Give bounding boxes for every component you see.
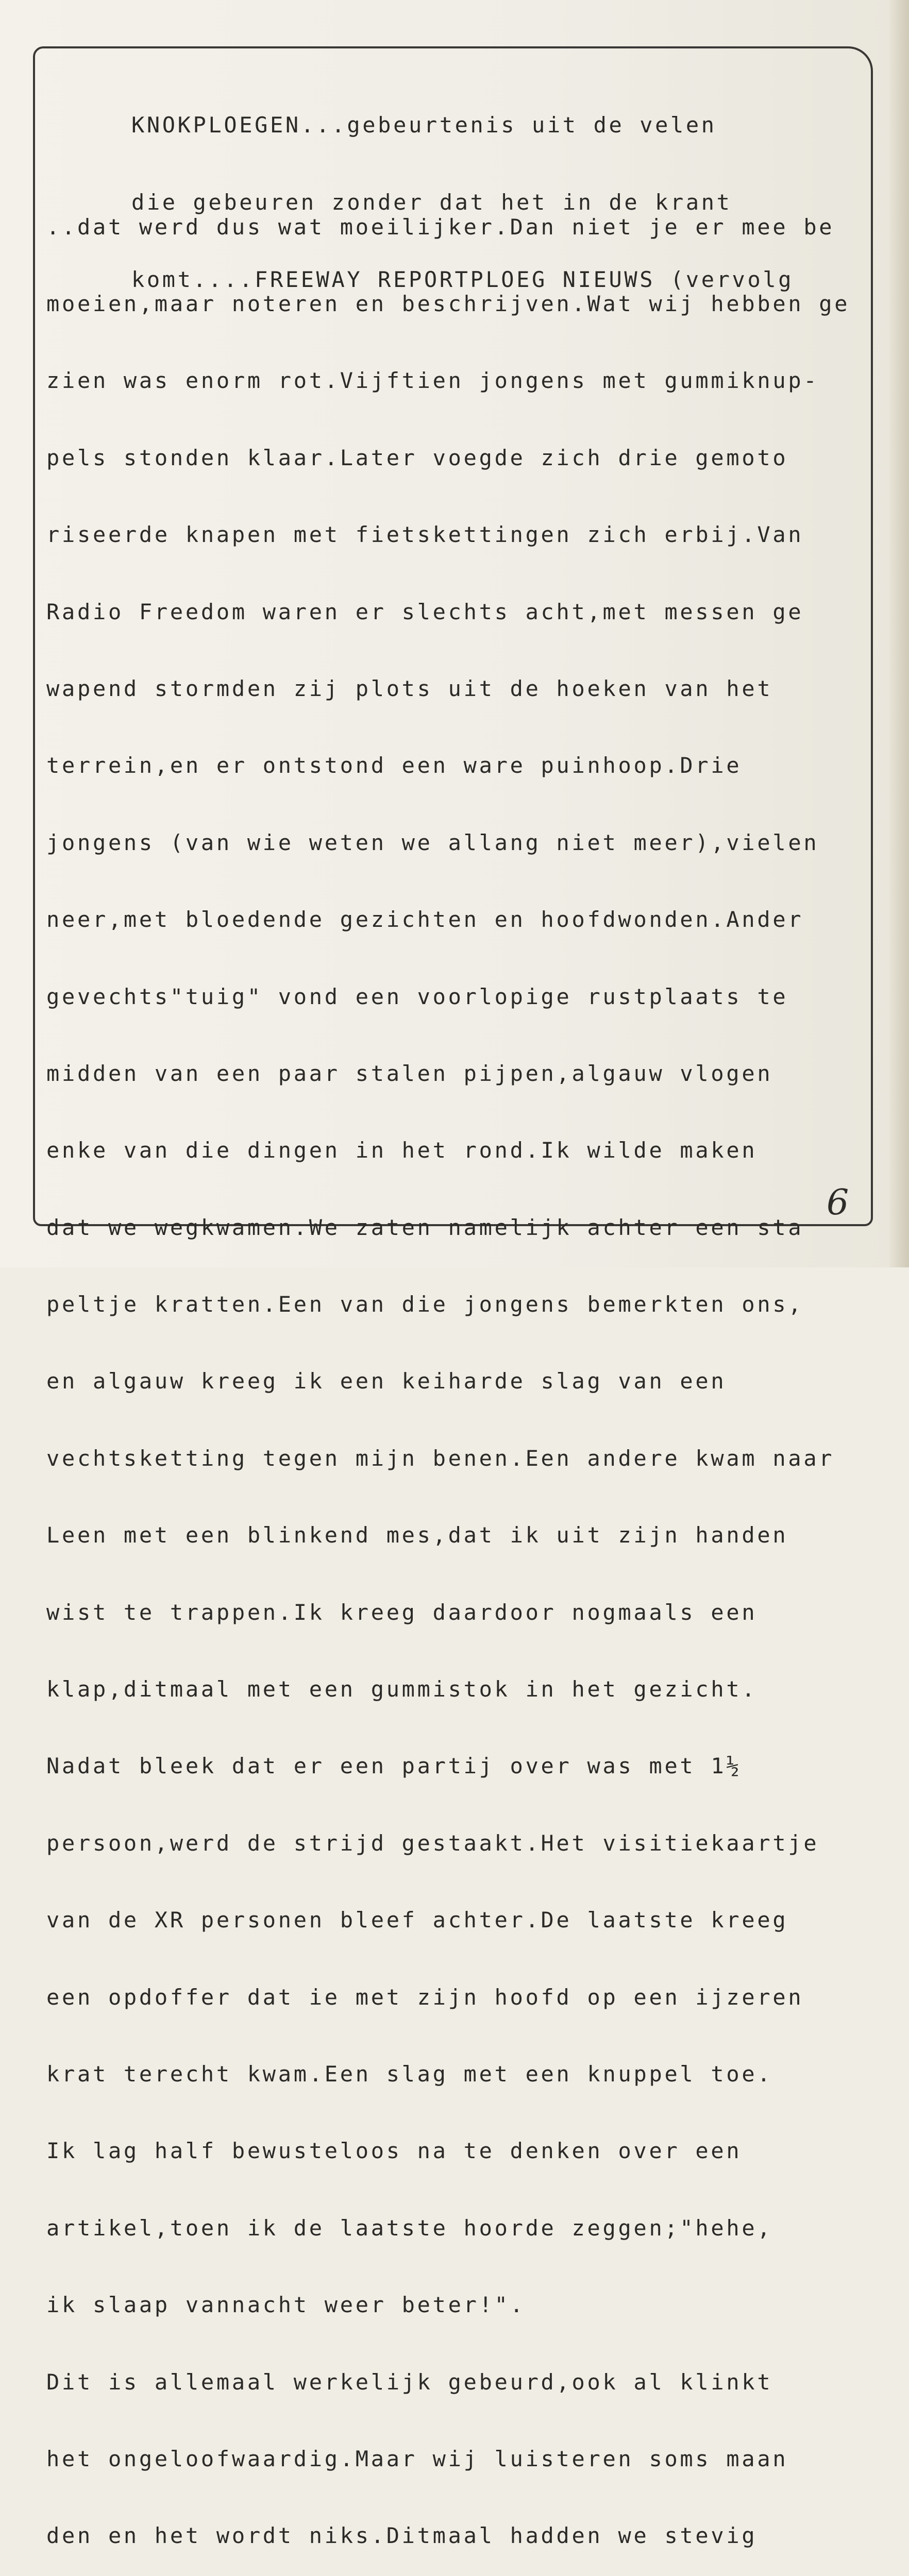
body-line: Dit is allemaal werkelijk gebeurd,ook al klinkt xyxy=(46,2369,773,2395)
body-line: neer,met bloedende gezichten en hoofdwonden.Ander xyxy=(46,907,804,933)
heading-line: komt....FREEWAY REPORTPLOEG NIEUWS (vervolg xyxy=(131,267,794,292)
body-line: Ik lag half bewusteloos na te denken over een xyxy=(46,2138,742,2164)
body-line: wapend stormden zij plots uit de hoeken van het xyxy=(46,675,773,701)
body-line: klap,ditmaal met een gummistok in het gezicht. xyxy=(46,1676,758,1702)
body-line: wist te trappen.Ik kreeg daardoor nogmaals een xyxy=(46,1599,758,1625)
body-line: riseerde knapen met fietskettingen zich erbij.Van xyxy=(46,522,804,548)
body-line: terrein,en er ontstond een ware puinhoop.Drie xyxy=(46,753,742,778)
body-line: Nadat bleek dat er een partij over was met 1½ xyxy=(46,1753,742,1779)
body-line: zien was enorm rot.Vijftien jongens met gummiknup- xyxy=(46,368,819,394)
body-line: dat we wegkwamen.We zaten namelijk achter een sta xyxy=(46,1214,804,1240)
page-fold-edge xyxy=(889,0,909,1267)
body-line: den en het wordt niks.Ditmaal hadden we stevig xyxy=(46,2523,758,2549)
body-line: ..dat werd dus wat moeilijker.Dan niet je er mee be xyxy=(46,214,835,240)
body-line: pels stonden klaar.Later voegde zich drie gemoto xyxy=(46,445,788,470)
body-line: peltje kratten.Een van die jongens bemerkten ons, xyxy=(46,1292,804,1317)
page-number: 6 xyxy=(827,1182,849,1223)
heading-line: KNOKPLOEGEN...gebeurtenis uit de velen xyxy=(131,112,717,138)
body-line: het ongeloofwaardig.Maar wij luisteren soms maan xyxy=(46,2446,788,2471)
body-line: en algauw kreeg ik een keiharde slag van een xyxy=(46,1368,727,1394)
body-line: van de XR personen bleef achter.De laatste kreeg xyxy=(46,1907,788,1933)
body-line: gevechts"tuig" vond een voorlopige rustplaats te xyxy=(46,984,788,1009)
body-line: krat terecht kwam.Een slag met een knuppel toe. xyxy=(46,2061,773,2087)
body-line: jongens (van wie weten we allang niet meer),vielen xyxy=(46,829,819,855)
body-line: Leen met een blinkend mes,dat ik uit zijn handen xyxy=(46,1522,788,1548)
body-line: vechtsketting tegen mijn benen.Een andere kwam naar xyxy=(46,1445,835,1471)
body-line: moeien,maar noteren en beschrijven.Wat wij hebben ge xyxy=(46,291,850,316)
heading-line: die gebeuren zonder dat het in de krant xyxy=(131,190,732,215)
article-body xyxy=(46,163,861,2576)
body-line: Radio Freedom waren er slechts acht,met messen ge xyxy=(46,599,804,624)
body-line: een opdoffer dat ie met zijn hoofd op een ijzeren xyxy=(46,1984,804,2010)
body-line: artikel,toen ik de laatste hoorde zeggen;"hehe, xyxy=(46,2215,773,2241)
body-line: midden van een paar stalen pijpen,algauw vlogen xyxy=(46,1060,773,1086)
body-line: enke van die dingen in het rond.Ik wilde maken xyxy=(46,1138,758,1163)
body-line: persoon,werd de strijd gestaakt.Het visitiekaartje xyxy=(46,1830,819,1856)
body-line: ik slaap vannacht weer beter!". xyxy=(46,2292,526,2318)
